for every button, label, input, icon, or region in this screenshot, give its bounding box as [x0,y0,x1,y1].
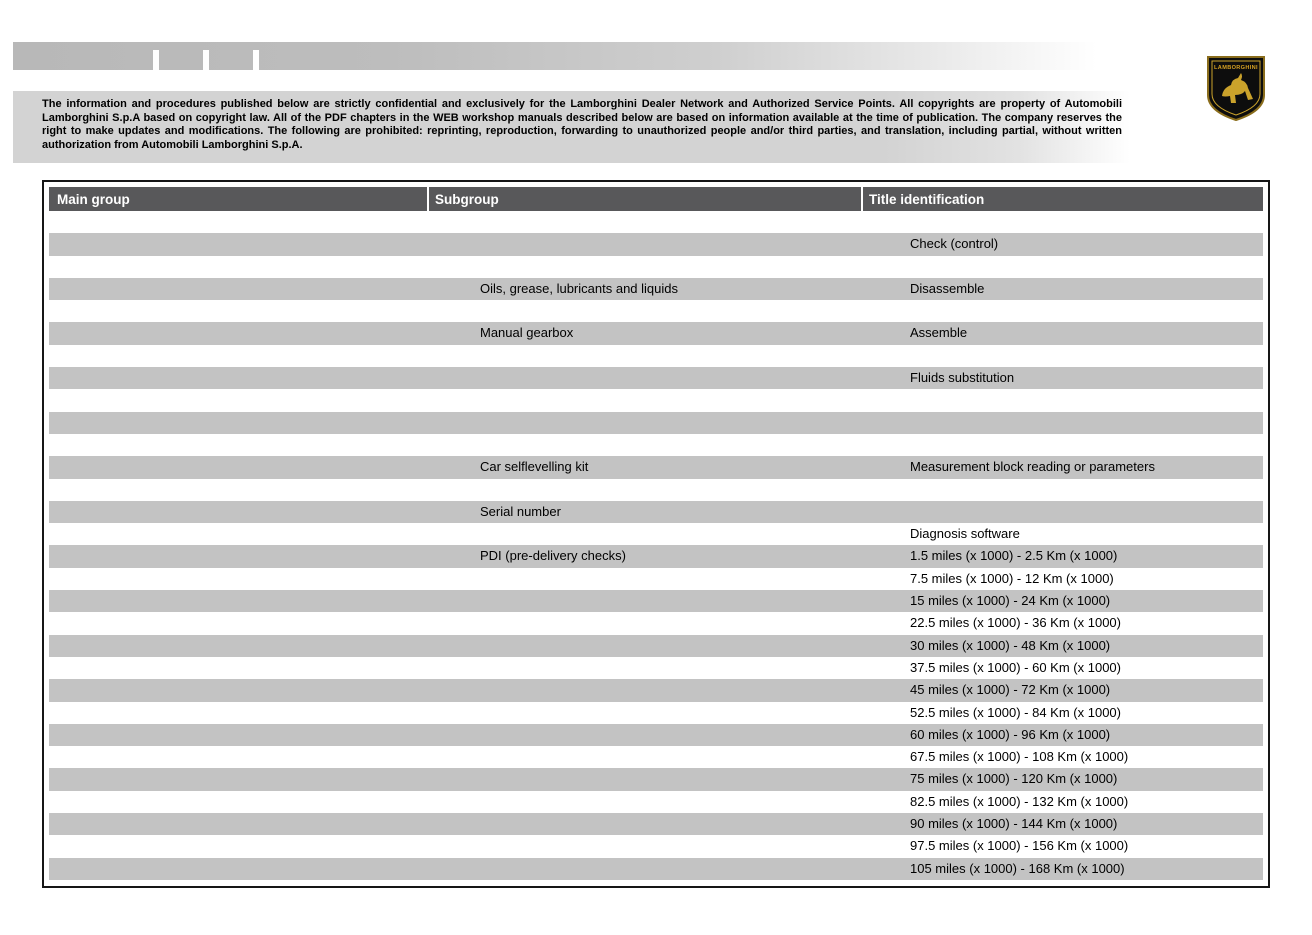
table-row [49,635,1263,657]
logo-brand-text: LAMBORGHINI [1214,65,1258,71]
table-row [49,545,1263,567]
table-row [49,768,1263,790]
table-row [49,389,1263,411]
cell-title-identification[interactable]: 45 miles (x 1000) - 72 Km (x 1000) [910,682,1111,698]
banner-separator-tick [153,50,159,76]
cell-title-identification[interactable]: Assemble [910,325,968,341]
cell-title-identification[interactable]: 37.5 miles (x 1000) - 60 Km (x 1000) [910,659,1121,675]
banner-separator-tick [253,50,259,76]
cell-title-identification[interactable]: Disassemble [910,280,985,296]
cell-title-identification[interactable]: 22.5 miles (x 1000) - 36 Km (x 1000) [910,615,1121,631]
cell-title-identification[interactable]: Diagnosis software [910,526,1020,542]
column-header-subgroup: Subgroup [429,187,861,211]
table-row [49,211,1263,233]
cell-title-identification[interactable]: 67.5 miles (x 1000) - 108 Km (x 1000) [910,749,1129,765]
table-row [49,479,1263,501]
disclaimer-box [13,91,1130,163]
table-row [49,724,1263,746]
disclaimer-text: The information and procedures published below are strictly confidential and exclusively for the Lamborghini Dealer Network and Authorized Service Points. All copyrights are property of Automobili Lamborghini S.p.A based on copyright law. All of the PDF chapters in the WEB workshop manuals described below are based on information available at the time of publication. The company reserves the right to make updates and modifications. The following are prohibited: reprinting, reproduction, forwarding to unauthorized people and/or third parties, and translation, including partial, without written authorization from Automobili Lamborghini S.p.A. [42,98,1122,151]
cell-subgroup[interactable]: Manual gearbox [480,325,574,341]
table-row [49,434,1263,456]
cell-subgroup[interactable]: Serial number [480,503,561,519]
cell-title-identification[interactable]: 97.5 miles (x 1000) - 156 Km (x 1000) [910,838,1129,854]
table-row [49,791,1263,813]
cell-title-identification[interactable]: 90 miles (x 1000) - 144 Km (x 1000) [910,816,1118,832]
table-row [49,300,1263,322]
table-row [49,590,1263,612]
cell-title-identification[interactable]: 1.5 miles (x 1000) - 2.5 Km (x 1000) [910,548,1118,564]
table-row [49,835,1263,857]
column-header-title-identification: Title identification [863,187,1263,211]
column-header-main-group: Main group [49,187,427,211]
manual-contents-table [42,180,1270,888]
table-row [49,679,1263,701]
cell-title-identification[interactable]: 30 miles (x 1000) - 48 Km (x 1000) [910,637,1111,653]
cell-title-identification[interactable]: Check (control) [910,236,999,252]
table-body [49,211,1263,880]
cell-title-identification[interactable]: 7.5 miles (x 1000) - 12 Km (x 1000) [910,570,1114,586]
top-gradient-banner [13,42,1097,70]
table-row [49,612,1263,634]
lamborghini-logo [1205,55,1267,122]
cell-title-identification[interactable]: 60 miles (x 1000) - 96 Km (x 1000) [910,726,1111,742]
table-header-row [49,187,1263,211]
cell-subgroup[interactable]: PDI (pre-delivery checks) [480,548,626,564]
table-row [49,456,1263,478]
cell-title-identification[interactable]: 15 miles (x 1000) - 24 Km (x 1000) [910,593,1111,609]
cell-title-identification[interactable]: Measurement block reading or parameters [910,459,1155,475]
table-row [49,256,1263,278]
table-row [49,702,1263,724]
cell-title-identification[interactable]: 75 miles (x 1000) - 120 Km (x 1000) [910,771,1118,787]
table-row [49,501,1263,523]
cell-title-identification[interactable]: 52.5 miles (x 1000) - 84 Km (x 1000) [910,704,1121,720]
cell-title-identification[interactable]: Fluids substitution [910,370,1015,386]
table-row [49,568,1263,590]
table-row [49,322,1263,344]
table-row [49,813,1263,835]
table-row [49,367,1263,389]
cell-subgroup[interactable]: Oils, grease, lubricants and liquids [480,280,678,296]
cell-title-identification[interactable]: 105 miles (x 1000) - 168 Km (x 1000) [910,860,1125,876]
table-row [49,858,1263,880]
table-row [49,746,1263,768]
banner-separator-tick [203,50,209,76]
table-row [49,233,1263,255]
table-row [49,523,1263,545]
cell-title-identification[interactable]: 82.5 miles (x 1000) - 132 Km (x 1000) [910,793,1129,809]
table-row [49,345,1263,367]
lamborghini-shield-icon [1205,55,1267,122]
table-row [49,412,1263,434]
cell-subgroup[interactable]: Car selflevelling kit [480,459,589,475]
table-row [49,657,1263,679]
table-row [49,278,1263,300]
